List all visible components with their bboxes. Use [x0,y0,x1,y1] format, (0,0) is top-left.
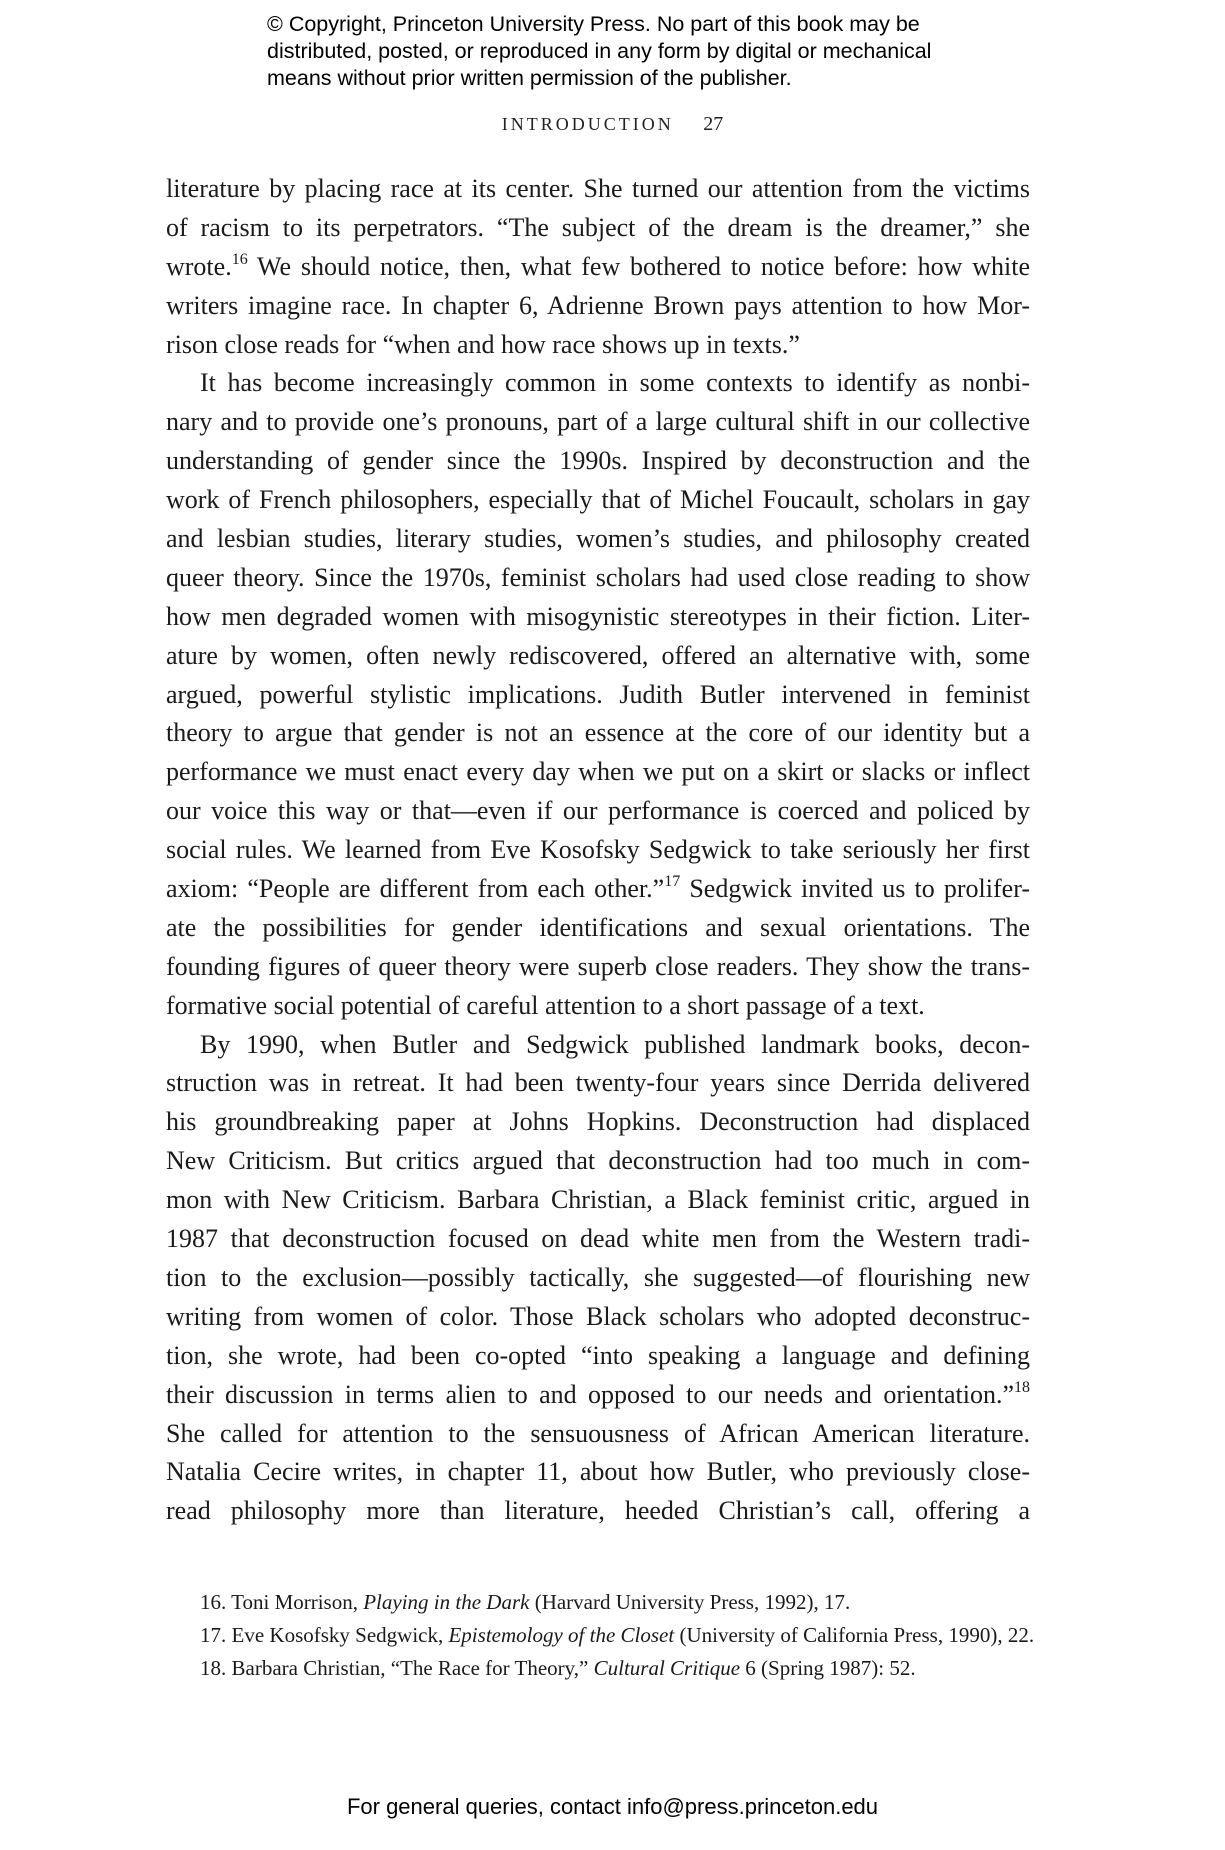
footnote-title: Cultural Critique [593,1656,741,1680]
footnote-reference: 17 [664,873,681,891]
text-segment: performance we must enact every day when we put on a skirt or slacks or inflect [166,757,1030,787]
text-segment: and lesbian studies, literary studies, women’s studies, and philosophy created [166,524,1030,554]
text-segment: social rules. We learned from Eve Kosofsky Sedgwick to take seriously her first [166,835,1030,865]
footnote [200,1652,1040,1685]
text-line [166,1415,1030,1454]
text-segment: their discussion in terms alien to and opposed to our needs and orientation.” [166,1379,1014,1409]
text-line [166,753,1030,792]
text-line [166,1298,1030,1337]
text-segment: theory to argue that gender is not an essence at the core of our identity but a [166,718,1030,748]
footnote-title: Epistemology of the Closet [448,1623,675,1647]
text-line [166,520,1030,559]
text-segment: Sedgwick invited us to prolifer- [680,874,1030,904]
text-segment: It has become increasingly common in some contexts to identify as nonbi- [200,368,1030,398]
text-segment: struction was in retreat. It had been twenty-four years since Derrida delivered [166,1068,1030,1098]
text-segment: work of French philosophers, especially that of Michel Foucault, scholars in gay [166,485,1030,515]
text-line [166,559,1030,598]
text-line [166,909,1030,948]
text-line [166,948,1030,987]
footnote-text: 16. Toni Morrison, [200,1590,364,1614]
text-line [166,170,1030,209]
text-line [166,1181,1030,1220]
footnote-reference: 16 [231,250,248,268]
text-segment: our voice this way or that—even if our performance is coerced and policed by [166,796,1030,826]
text-line [166,1453,1030,1492]
copyright-line: © Copyright, Princeton University Press. No part of this book may be [267,12,920,36]
text-segment: By 1990, when Butler and Sedgwick published landmark books, decon- [200,1029,1030,1059]
text-segment: of racism to its perpetrators. “The subject of the dream is the dreamer,” she [166,212,1030,242]
text-segment: mon with New Criticism. Barbara Christian, a Black feminist critic, argued in [166,1185,1030,1215]
text-line [166,1064,1030,1103]
text-segment: 1987 that deconstruction focused on dead white men from the Western tradi- [166,1224,1030,1254]
text-line [166,403,1030,442]
text-segment: his groundbreaking paper at Johns Hopkins. Deconstruction had displaced [166,1107,1030,1137]
footnote [200,1619,1040,1652]
running-head-title: INTRODUCTION [501,114,674,134]
text-segment: ate the possibilities for gender identifications and sexual orientations. The [166,912,1030,942]
text-segment: New Criticism. But critics argued that deconstruction had too much in com- [166,1146,1030,1176]
text-segment: tion to the exclusion—possibly tactically, she suggested—of flourishing new [166,1262,1030,1292]
text-line [166,1337,1030,1376]
text-segment: axiom: “People are different from each other.” [166,874,665,904]
text-segment: tion, she wrote, had been co-opted “into speaking a language and defining [166,1340,1030,1370]
footnote-text: 18. Barbara Christian, “The Race for Theory,” [200,1656,594,1680]
text-line [166,637,1030,676]
text-segment: ature by women, often newly rediscovered, offered an alternative with, some [166,640,1030,670]
text-segment: queer theory. Since the 1970s, feminist scholars had used close reading to show [166,562,1030,592]
text-line [166,870,1030,909]
text-line [166,287,1030,326]
footnote-title: Playing in the Dark [363,1590,530,1614]
text-line [166,792,1030,831]
text-line [166,1142,1030,1181]
text-line [166,1026,1030,1065]
text-line [166,248,1030,287]
footnote-reference: 18 [1014,1378,1030,1396]
text-segment: how men degraded women with misogynistic stereotypes in their fiction. Liter- [166,601,1030,631]
text-line [166,831,1030,870]
text-line [166,326,1030,365]
text-segment: literature by placing race at its center. She turned our attention from the victims [166,174,1030,203]
text-segment: founding figures of queer theory were superb close readers. They show the trans- [166,951,1030,981]
text-line [166,1259,1030,1298]
text-segment: formative social potential of careful attention to a short passage of a text. [166,990,925,1020]
text-line [166,1103,1030,1142]
page-number: 27 [703,113,724,135]
body-text [166,170,1030,1531]
text-line [166,364,1030,403]
copyright-line: distributed, posted, or reproduced in any form by digital or mechanical [267,39,932,63]
text-line [166,987,1030,1026]
text-segment: read philosophy more than literature, heeded Christian’s call, offering a [166,1496,1030,1526]
text-line [166,209,1030,248]
text-segment: rison close reads for “when and how race shows up in texts.” [166,329,800,359]
copyright-notice [267,11,1027,92]
footnotes [200,1586,1040,1685]
text-line [166,1492,1030,1531]
text-line [166,1220,1030,1259]
footnote-text: 6 (Spring 1987): 52. [740,1656,916,1680]
text-line [166,481,1030,520]
text-line [166,442,1030,481]
text-segment: nary and to provide one’s pronouns, part of a large cultural shift in our collective [166,407,1030,437]
running-head [0,113,1225,136]
text-segment: writers imagine race. In chapter 6, Adrienne Brown pays attention to how Mor- [166,290,1030,320]
text-segment: writing from women of color. Those Black scholars who adopted deconstruc- [166,1301,1030,1331]
text-segment: understanding of gender since the 1990s. Inspired by deconstruction and the [166,446,1030,476]
footnote-text: (Harvard University Press, 1992), 17. [529,1590,851,1614]
text-line [166,598,1030,637]
footnote [200,1586,1040,1619]
footnote-text: (University of California Press, 1990), 22. [674,1623,1035,1647]
text-line [166,714,1030,753]
contact-footer: For general queries, contact info@press.princeton.edu [346,1794,879,1819]
text-segment: wrote. [166,251,232,281]
footnote-text: 17. Eve Kosofsky Sedgwick, [200,1623,449,1647]
text-segment: argued, powerful stylistic implications. Judith Butler intervened in feminist [166,679,1030,709]
text-line [166,676,1030,715]
text-segment: We should notice, then, what few bothered to notice before: how white [247,251,1030,281]
text-line [166,1376,1030,1415]
copyright-line: means without prior written permission of the publisher. [267,66,792,90]
text-segment: Natalia Cecire writes, in chapter 11, about how Butler, who previously close- [166,1457,1030,1487]
text-segment: She called for attention to the sensuousness of African American literature. [166,1418,1030,1448]
